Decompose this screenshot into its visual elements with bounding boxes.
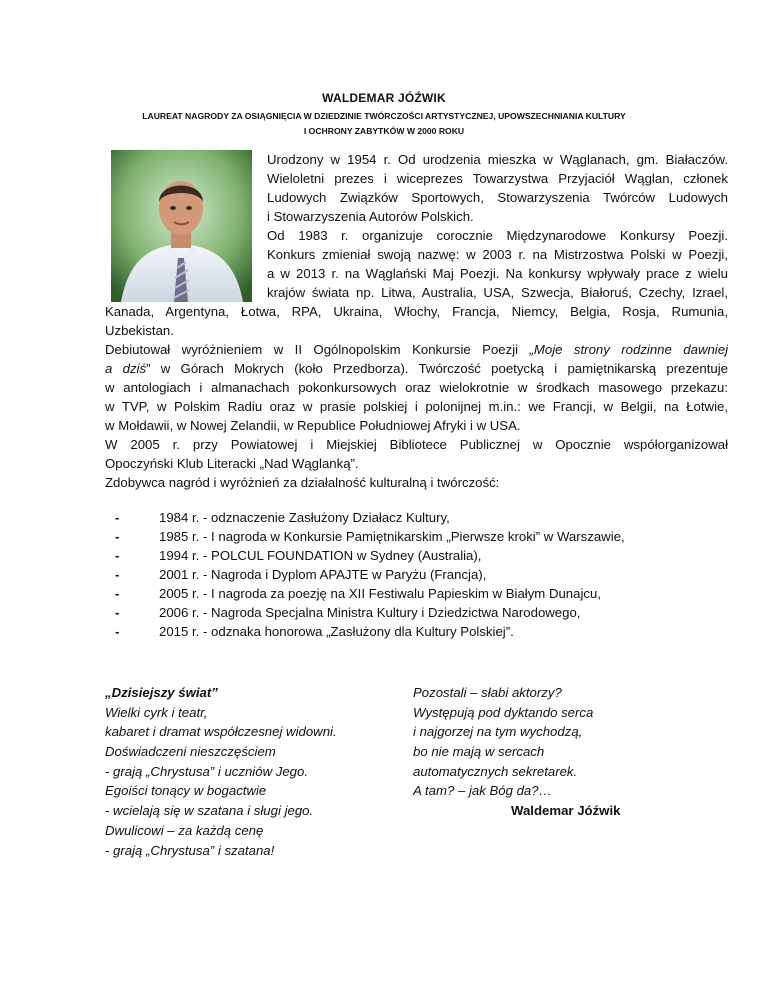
- list-dash: -: [115, 586, 120, 601]
- award-text: 2005 r. - I nagroda za poezję na XII Festiwalu Papieskim w Białym Dunajcu,: [159, 586, 601, 601]
- poem-line: Występują pod dyktando serca: [413, 704, 594, 720]
- poem-line: Wielki cyrk i teatr,: [105, 704, 208, 720]
- bio-line: Konkurs zmieniał swoją nazwę: w 2003 r. na Mistrzostwa Polski w Poezji,: [267, 247, 728, 262]
- list-dash: -: [115, 624, 120, 639]
- poem-line: Pozostali – słabi aktorzy?: [413, 685, 562, 700]
- subtitle-line-2: I OCHRONY ZABYTKÓW W 2000 ROKU: [303, 126, 465, 136]
- list-dash: -: [115, 529, 120, 544]
- awards-list: [105, 508, 705, 641]
- poem-line: kabaret i dramat współczesnej widowni.: [105, 724, 337, 740]
- list-item: [105, 508, 705, 527]
- bio-line: i Stowarzyszenia Autorów Polskich.: [267, 209, 474, 224]
- bio-line: Kanada, Argentyna, Łotwa, RPA, Ukraina, Włochy, Francja, Niemcy, Belgia, Rosja, Rumunia,: [105, 304, 728, 319]
- debut-line-2: [105, 359, 728, 378]
- bio-line: Zdobywca nagród i wyróżnień za działalność kulturalną i twórczość:: [105, 475, 500, 490]
- poem-title: „Dzisiejszy świat”: [105, 685, 218, 700]
- poem-line: Egoiści tonący w bogactwie: [105, 783, 267, 799]
- poem-line: Doświadczeni nieszczęściem: [105, 744, 276, 760]
- poem-line: bo nie mają w sercach: [413, 744, 545, 760]
- poem-line: i najgorzej na tym wychodzą,: [413, 724, 583, 740]
- page-title: WALDEMAR JÓŹWIK: [322, 91, 446, 105]
- award-text: 1994 r. - POLCUL FOUNDATION w Sydney (Australia),: [159, 548, 482, 563]
- bio-line: krajów świata np. Litwa, Australia, USA, Szwecja, Białoruś, Czechy, Izrael,: [267, 285, 728, 300]
- poem-line: - grają „Chrystusa” i szatana!: [105, 842, 275, 858]
- bio-line: Uzbekistan.: [105, 323, 174, 338]
- bio-line: w TVP, w Polskim Radiu oraz w prasie polskiej i polonijnej m.in.: we Francji, w Belgii, na Łotwie,: [105, 399, 728, 414]
- award-text: 2001 r. - Nagroda i Dyplom APAJTE w Paryżu (Francja),: [159, 567, 487, 582]
- bio-line: a w 2013 r. na Wąglański Maj Poezji. Na konkursy wpływały prace z wielu: [267, 266, 728, 281]
- award-text: 2006 r. - Nagroda Specjalna Ministra Kultury i Dziedzictwa Narodowego,: [159, 605, 581, 620]
- poem-line: automatycznych sekretarek.: [413, 763, 578, 779]
- bio-line: w Mołdawii, w Nowej Zelandii, w Republice Południowej Afryki i w USA.: [105, 418, 521, 433]
- award-text: 1985 r. - I nagroda w Konkursie Pamiętnikarskim „Pierwsze kroki” w Warszawie,: [159, 529, 625, 544]
- bio-line: W 2005 r. przy Powiatowej i Miejskiej Bibliotece Publicznej w Opocznie współorganizował: [105, 437, 728, 452]
- list-dash: -: [115, 605, 120, 620]
- list-item: [105, 565, 705, 584]
- list-dash: -: [115, 567, 120, 582]
- list-item: [105, 584, 705, 603]
- bio-line: Od 1983 r. organizuje corocznie Międzynarodowe Konkursy Poezji.: [267, 228, 728, 243]
- debut-text-2: ” w Górach Mokrych (koło Przedborza). Twórczość poetycką i pamiętnikarską prezentuje: [146, 361, 728, 376]
- debut-title-italic: „Moje strony rodzinne dawniej: [529, 342, 728, 357]
- award-text: 2015 r. - odznaka honorowa „Zasłużony dla Kultury Polskiej”.: [159, 624, 514, 639]
- list-item: [105, 622, 705, 641]
- bio-line: w antologiach i almanachach pokonkursowych oraz wielokrotnie w środkach masowego przekazu:: [105, 380, 728, 395]
- bio-line: Opoczyński Klub Literacki „Nad Wąglanką”.: [105, 456, 359, 471]
- bio-line: Ludowych Związków Sportowych, Stowarzyszenia Twórców Ludowych: [267, 190, 728, 205]
- poem-line: Dwulicowi – za każdą cenę: [105, 822, 264, 838]
- bio-line: Urodzony w 1954 r. Od urodzenia mieszka w Wąglanach, gm. Białaczów.: [267, 152, 728, 167]
- poem-line: A tam? – jak Bóg da?…: [413, 783, 552, 799]
- list-dash: -: [115, 548, 120, 563]
- bio-line: Wieloletni prezes i wiceprezes Towarzystwa Przyjaciół Wąglan, członek: [267, 171, 728, 186]
- poem-author: Waldemar Jóźwik: [511, 803, 621, 819]
- poem-left-column: [105, 683, 425, 860]
- poem-line: - wcielają się w szatana i sługi jego.: [105, 803, 314, 819]
- poem-right-column: [413, 683, 713, 821]
- list-dash: -: [115, 510, 120, 525]
- debut-title-italic-2: a dziś: [105, 361, 147, 376]
- debut-text: Debiutował wyróżnieniem w II Ogólnopolskim Konkursie Poezji: [105, 342, 530, 357]
- biography-text: [105, 150, 728, 492]
- poem-line: - grają „Chrystusa” i uczniów Jego.: [105, 763, 309, 779]
- subtitle-line-1: LAUREAT NAGRODY ZA OSIĄGNIĘCIA W DZIEDZINIE TWÓRCZOŚCI ARTYSTYCZNEJ, UPOWSZECHNIANIA KULTURY: [142, 111, 626, 121]
- list-item: [105, 603, 705, 622]
- list-item: [105, 527, 705, 546]
- award-text: 1984 r. - odznaczenie Zasłużony Działacz Kultury,: [159, 510, 450, 525]
- list-item: [105, 546, 705, 565]
- debut-line: [105, 340, 728, 359]
